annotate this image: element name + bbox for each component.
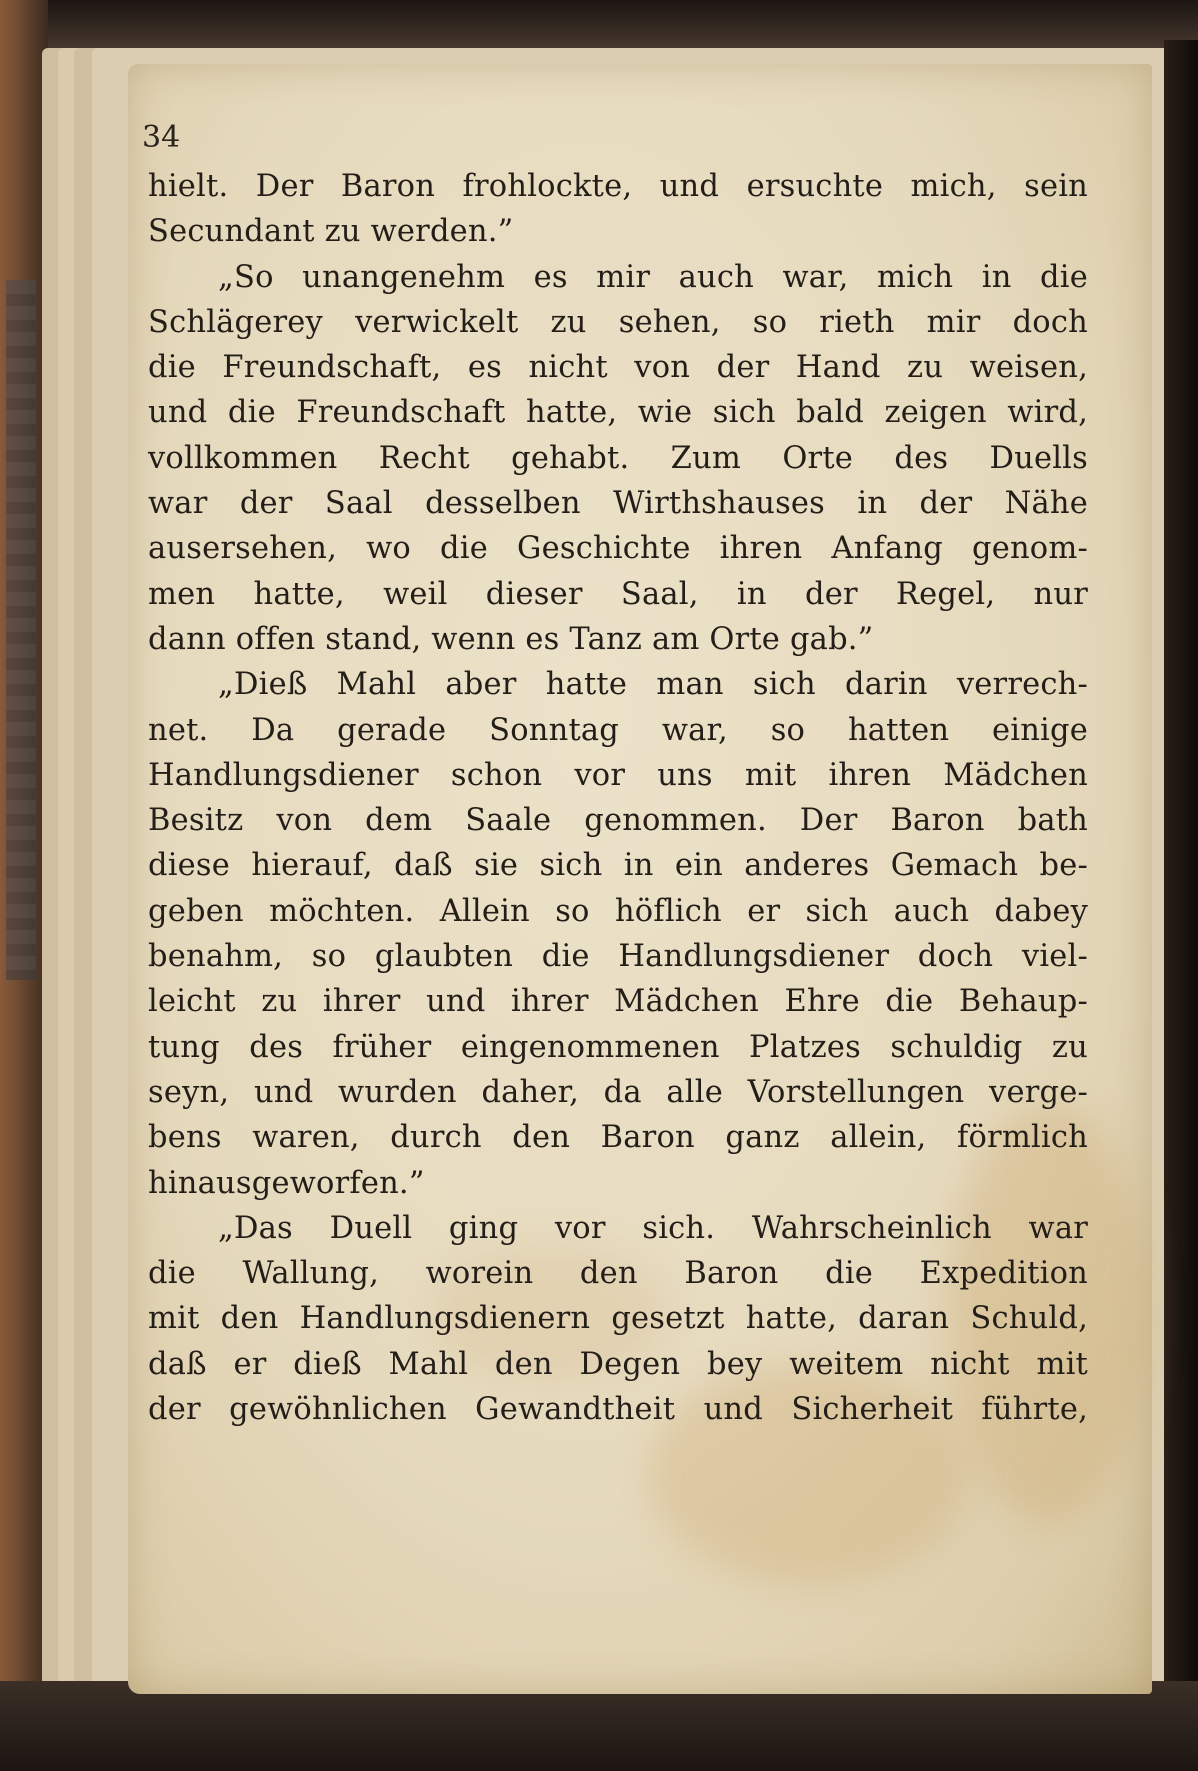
book-cover-left <box>0 0 48 1771</box>
text-line: leicht zu ihrer und ihrer Mädchen Ehre die Behaup- <box>148 984 1088 1020</box>
text-line: die Wallung, worein den Baron die Expedition <box>148 1256 1088 1292</box>
text-line: dann offen stand, wenn es Tanz am Orte gab.” <box>148 621 874 657</box>
text-line: hinausgeworfen.” <box>148 1165 425 1201</box>
text-line: und die Freundschaft hatte, wie sich bald zeigen wird, <box>148 395 1088 431</box>
text-line: Secundant zu werden.” <box>148 214 514 250</box>
text-line: seyn, und wurden daher, da alle Vorstellungen verge- <box>148 1074 1088 1110</box>
text-line: ausersehen, wo die Geschichte ihren Anfang genom- <box>148 531 1088 567</box>
text-line: net. Da gerade Sonntag war, so hatten einige <box>148 712 1088 748</box>
text-line: „So unangenehm es mir auch war, mich in die <box>218 259 1088 295</box>
book-cover-bottom <box>0 1681 1198 1771</box>
body-text <box>148 164 1088 1432</box>
text-line: mit den Handlungsdienern gesetzt hatte, daran Schuld, <box>148 1301 1088 1337</box>
text-line: bens waren, durch den Baron ganz allein, förmlich <box>148 1120 1088 1156</box>
text-line: war der Saal desselben Wirthshauses in der Nähe <box>148 486 1088 522</box>
text-line: vollkommen Recht gehabt. Zum Orte des Duells <box>148 440 1088 476</box>
text-line: Besitz von dem Saale genommen. Der Baron bath <box>148 803 1088 839</box>
text-line: geben möchten. Allein so höflich er sich auch dabey <box>148 893 1088 929</box>
text-line: „Dieß Mahl aber hatte man sich darin verrech- <box>218 667 1088 703</box>
text-line: die Freundschaft, es nicht von der Hand zu weisen, <box>148 350 1088 386</box>
text-line: Handlungsdiener schon vor uns mit ihren Mädchen <box>148 757 1088 793</box>
text-line: benahm, so glaubten die Handlungsdiener doch viel- <box>148 939 1088 975</box>
text-line: men hatte, weil dieser Saal, in der Regel, nur <box>148 576 1088 612</box>
text-line: diese hierauf, daß sie sich in ein anderes Gemach be- <box>148 848 1088 884</box>
text-line: daß er dieß Mahl den Degen bey weitem nicht mit <box>148 1346 1088 1382</box>
text-line: der gewöhnlichen Gewandtheit und Sicherheit führte, <box>148 1392 1088 1428</box>
text-line: „Das Duell ging vor sich. Wahrscheinlich war <box>218 1210 1088 1246</box>
text-line: Schlägerey verwickelt zu sehen, so rieth mir doch <box>148 304 1088 340</box>
page-number: 34 <box>142 120 181 155</box>
text-line: tung des früher eingenommenen Platzes schuldig zu <box>148 1029 1088 1065</box>
text-line: hielt. Der Baron frohlockte, und ersuchte mich, sein <box>148 169 1088 204</box>
book-spine <box>1164 40 1198 1740</box>
